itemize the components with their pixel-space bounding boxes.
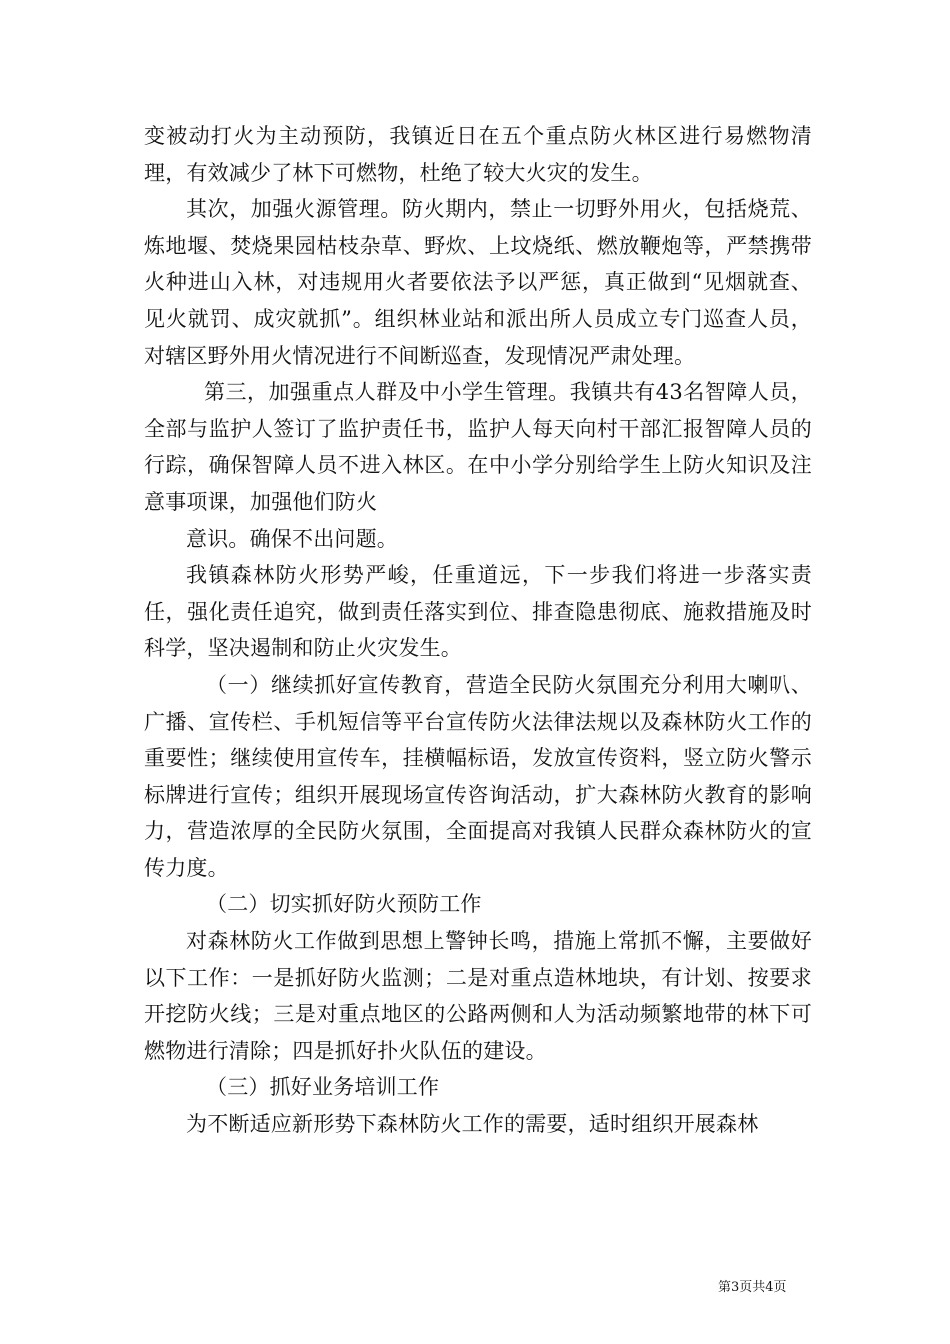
paragraph-continuation: 变被动打火为主动预防，我镇近日在五个重点防火林区进行易燃物清理，有效减少了林下可燃物，杜绝了较大火灾的发生。: [144, 124, 812, 185]
section-heading-2: （二）切实抓好防火预防工作: [206, 892, 482, 917]
paragraph-key-groups-management: 第三，加强重点人群及中小学生管理。我镇共有43名智障人员，全部与监护人签订了监护责任书，监护人每天向村干部汇报智障人员的行踪，确保智障人员不进入林区。在中小学分别给学生上防火知识及注意事项课，加强他们防火: [144, 380, 812, 514]
paragraph-section-1: （一）继续抓好宣传教育，营造全民防火氛围充分利用大喇叭、广播、宣传栏、手机短信等平台宣传防火法律法规以及森林防火工作的重要性；继续使用宣传车，挂横幅标语，发放宣传资料，竖立防火警示标牌进行宣传；组织开展现场宣传咨询活动，扩大森林防火教育的影响力，营造浓厚的全民防火氛围，全面提高对我镇人民群众森林防火的宣传力度。: [144, 672, 812, 880]
page-number: 第3页共4页: [718, 1280, 787, 1295]
paragraph-section-3: 为不断适应新形势下森林防火工作的需要，适时组织开展森林: [186, 1112, 759, 1137]
paragraph-section-2: 对森林防火工作做到思想上警钟长鸣，措施上常抓不懈，主要做好以下工作：一是抓好防火监测；二是对重点造林地块，有计划、按要求开挖防火线；三是对重点地区的公路两侧和人为活动频繁地带的林下可燃物进行清除；四是抓好扑火队伍的建设。: [144, 929, 812, 1063]
paragraph-awareness: 意识。确保不出问题。: [186, 526, 398, 551]
paragraph-next-steps: 我镇森林防火形势严峻，任重道远，下一步我们将进一步落实责任，强化责任追究，做到责任落实到位、排查隐患彻底、施救措施及时科学，坚决遏制和防止火灾发生。: [144, 563, 812, 661]
paragraph-fire-source-management: 其次，加强火源管理。防火期内，禁止一切野外用火，包括烧荒、炼地堰、焚烧果园枯枝杂草、野炊、上坟烧纸、燃放鞭炮等，严禁携带火种进山入林，对违规用火者要依法予以严惩，真正做到“见烟就查、见火就罚、成灾就抓”。组织林业站和派出所人员成立专门巡查人员，对辖区野外用火情况进行不间断巡查，发现情况严肃处理。: [144, 197, 812, 368]
document-body: [144, 118, 812, 1143]
section-heading-3: （三）抓好业务培训工作: [206, 1075, 440, 1100]
